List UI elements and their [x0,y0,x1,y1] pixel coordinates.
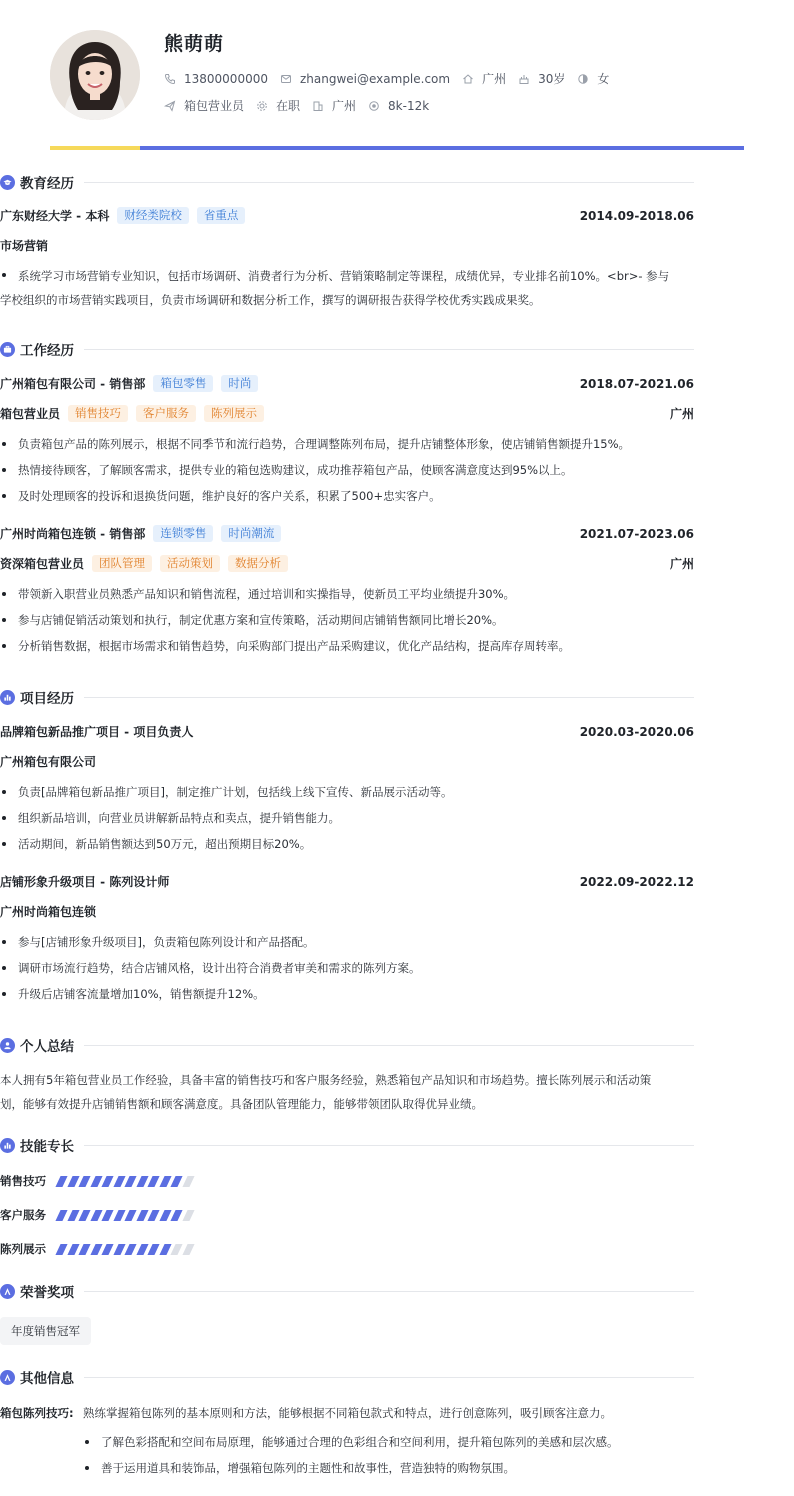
skill-bar-filled [147,1244,159,1255]
honor-badge: 年度销售冠军 [0,1317,91,1345]
skill-bar-filled [90,1210,102,1221]
section-title-work: 工作经历 [20,343,74,359]
skill-bar-filled [159,1176,171,1187]
project-date: 2020.03-2020.06 [579,724,694,739]
education-desc-line: 学校组织的市场营销实践项目，负责市场调研和数据分析工作，撰写的调研报告获得学校优秀实践成果奖。 [0,293,541,307]
list-item: 了解色彩搭配和空间布局原理，能够通过合理的色彩组合和空间利用，提升箱包陈列的美感和层次感。 [83,1429,619,1455]
email-text: zhangwei@example.com [299,71,451,86]
skill-bar-filled [55,1176,67,1187]
skill-bar-filled [90,1176,102,1187]
avatar [50,30,140,120]
work-city: 广州 [669,407,694,421]
skill-bar-filled [170,1176,182,1187]
skill-bar-filled [101,1210,113,1221]
work-role-row [0,405,694,422]
skill-bar-filled [113,1210,125,1221]
location-text: 广州 [482,72,507,86]
location-item [462,70,506,87]
skill-bar-filled [124,1244,136,1255]
skill-bar-filled [101,1244,113,1255]
list-item: 参与店铺促销活动策划和执行，制定优惠方案和宣传策略，活动期间店铺销售额同比增长20%。 [0,607,694,633]
project-header-row [0,723,694,740]
job-title-item [164,97,244,114]
list-item: 活动期间，新品销售额达到50万元，超出预期目标20%。 [0,831,694,857]
work-bullets [0,431,694,509]
school-tag: 财经类院校 [117,207,189,224]
company-name: 广州时尚箱包连锁 - 销售部 [0,527,146,541]
company-tag: 箱包零售 [153,375,213,392]
work-header-row [0,375,694,392]
home-icon [462,73,474,85]
building-icon [312,100,324,112]
target-city-item [312,97,356,114]
section-education [0,172,694,192]
list-item: 及时处理顾客的投诉和退换货问题，维护良好的客户关系，积累了500+忠实客户。 [0,483,694,509]
project-org: 广州时尚箱包连锁 [0,905,97,919]
company-name: 广州箱包有限公司 - 销售部 [0,377,146,391]
phone-text: 13800000000 [184,71,268,86]
list-item: 组织新品培训，向营业员讲解新品特点和卖点，提升销售能力。 [0,805,694,831]
mail-icon [280,73,292,85]
section-title-skills: 技能专长 [20,1139,74,1155]
skill-bar-filled [159,1244,171,1255]
skill-bar-filled [101,1176,113,1187]
briefcase-icon [0,342,15,357]
section-work [0,339,694,359]
candidate-name: 熊萌萌 [164,33,225,55]
list-item: 负责箱包产品的陈列展示，根据不同季节和流行趋势，合理调整陈列布局，提升店铺整体形象，使店铺销售额提升15%。 [0,431,694,457]
summary-text [0,1068,694,1116]
skill-level-bar [58,1176,196,1187]
school-name: 广东财经大学 - 本科 [0,209,110,223]
age-text: 30岁 [538,72,566,86]
status-text: 在职 [276,99,301,113]
role-tag: 活动策划 [160,555,220,572]
coin-icon [368,100,380,112]
resume-header [50,0,744,146]
section-title-project: 项目经历 [20,691,74,707]
skill-bar-filled [67,1210,79,1221]
project-name: 店铺形象升级项目 - 陈列设计师 [0,875,170,889]
bar-chart-icon [0,1138,15,1153]
education-date: 2014.09-2018.06 [579,208,694,223]
skill-bar-filled [147,1210,159,1221]
gear-icon [256,100,268,112]
email-item [280,72,450,86]
salary-item [368,99,429,113]
section-title-honors: 荣誉奖项 [20,1285,74,1301]
skill-bar-empty [182,1210,194,1221]
work-bullets [0,581,694,659]
skill-level-bar [58,1210,196,1221]
skill-bar-filled [136,1176,148,1187]
list-item: 热情接待顾客，了解顾客需求，提供专业的箱包选购建议，成功推荐箱包产品，使顾客满意度达到95%以上。 [0,457,694,483]
education-desc-line: 系统学习市场营销专业知识，包括市场调研、消费者行为分析、营销策略制定等课程，成绩优异，专业排名前10%。<br>- 参与 [18,269,670,283]
salary-text: 8k-12k [388,98,430,113]
award-icon [0,1284,15,1299]
skill-name: 销售技巧 [0,1174,46,1188]
role-tag: 陈列展示 [204,405,264,422]
company-tag: 连锁零售 [153,525,213,542]
project-name: 品牌箱包新品推广项目 - 项目负责人 [0,725,194,739]
skill-bar-empty [182,1244,194,1255]
list-item: 参与[店铺形象升级项目]，负责箱包陈列设计和产品搭配。 [0,929,694,955]
work-city: 广州 [669,557,694,571]
skill-bar-filled [67,1244,79,1255]
gender-icon [577,73,589,85]
role-tag: 销售技巧 [68,405,128,422]
project-bullets [0,779,694,857]
project-date: 2022.09-2022.12 [579,874,694,889]
skill-bar-filled [67,1176,79,1187]
other-text: 熟练掌握箱包陈列的基本原则和方法，能够根据不同箱包款式和特点，进行创意陈列，吸引顾客注意力。 [83,1406,612,1420]
project-bullets [0,929,694,1007]
work-role-row [0,555,694,572]
skill-name: 客户服务 [0,1208,46,1222]
summary-line: 划，能够有效提升店铺销售额和顾客满意度。具备团队管理能力，能够带领团队取得优异业绩。 [0,1097,483,1111]
header-divider-bar [50,146,744,150]
other-bullets [83,1429,619,1481]
list-item: 分析销售数据，根据市场需求和销售趋势，向采购部门提出产品采购建议，优化产品结构，提高库存周转率。 [0,633,694,659]
list-item: 调研市场流行趋势，结合店铺风格，设计出符合消费者审美和需求的陈列方案。 [0,955,694,981]
school-tag: 省重点 [197,207,246,224]
info-icon [0,1370,15,1385]
skill-row [0,1241,196,1257]
skill-bar-empty [170,1244,182,1255]
skill-row [0,1207,196,1223]
skill-bar-filled [124,1176,136,1187]
skill-name: 陈列展示 [0,1242,46,1256]
project-org-row [0,903,694,920]
section-project [0,687,694,707]
project-org: 广州箱包有限公司 [0,755,97,769]
role-name: 箱包营业员 [0,407,61,421]
work-date: 2021.07-2023.06 [579,526,694,541]
send-icon [164,100,176,112]
skill-bar-filled [78,1176,90,1187]
phone-item [164,72,268,86]
job-intent-row [164,97,441,114]
skill-bar-filled [159,1210,171,1221]
section-title-other: 其他信息 [20,1371,74,1387]
other-label: 箱包陈列技巧: [0,1406,74,1420]
section-summary [0,1035,694,1055]
project-header-row [0,873,694,890]
work-header-row [0,525,694,542]
section-honors [0,1281,694,1301]
skill-bar-filled [124,1210,136,1221]
skill-bar-filled [136,1244,148,1255]
gender-text: 女 [597,72,610,86]
role-tag: 团队管理 [92,555,152,572]
skill-bar-filled [90,1244,102,1255]
cake-icon [518,73,530,85]
status-item [256,97,300,114]
section-other [0,1367,694,1387]
phone-icon [164,73,176,85]
company-tag: 时尚 [221,375,258,392]
role-name: 资深箱包营业员 [0,557,85,571]
graduation-cap-icon [0,175,15,190]
target-city-text: 广州 [332,99,357,113]
skill-bar-filled [55,1244,67,1255]
gender-item [577,70,609,87]
user-icon [0,1038,15,1053]
skill-level-bar [58,1244,196,1255]
work-date: 2018.07-2021.06 [579,376,694,391]
list-item: 负责[品牌箱包新品推广项目]，制定推广计划，包括线上线下宣传、新品展示活动等。 [0,779,694,805]
company-tag: 时尚潮流 [221,525,281,542]
skill-bar-filled [78,1210,90,1221]
section-skills [0,1135,694,1155]
education-description [0,264,694,312]
age-item [518,70,565,87]
skill-bar-filled [113,1244,125,1255]
job-title-text: 箱包营业员 [184,99,245,113]
skill-bar-filled [147,1176,159,1187]
section-title-summary: 个人总结 [20,1039,74,1055]
skill-bar-filled [78,1244,90,1255]
project-org-row [0,753,694,770]
skill-bar-filled [170,1210,182,1221]
skill-bar-filled [113,1176,125,1187]
skill-bar-empty [182,1176,194,1187]
list-item: 升级后店铺客流量增加10%，销售额提升12%。 [0,981,694,1007]
role-tag: 数据分析 [228,555,288,572]
list-item: 善于运用道具和装饰品，增强箱包陈列的主题性和故事性，营造独特的购物氛围。 [83,1455,619,1481]
skill-bar-filled [55,1210,67,1221]
contact-row [164,70,621,87]
major-name: 市场营销 [0,239,49,253]
bar-chart-icon [0,690,15,705]
skill-row [0,1173,196,1189]
skill-bar-filled [136,1210,148,1221]
education-header-row [0,207,694,224]
section-title-education: 教育经历 [20,176,74,192]
major-row [0,237,694,254]
summary-line: 本人拥有5年箱包营业员工作经验，具备丰富的销售技巧和客户服务经验，熟悉箱包产品知识和市场趋势。擅长陈列展示和活动策 [0,1073,652,1087]
list-item: 带领新入职营业员熟悉产品知识和销售流程，通过培训和实操指导，使新员工平均业绩提升30%。 [0,581,694,607]
role-tag: 客户服务 [136,405,196,422]
